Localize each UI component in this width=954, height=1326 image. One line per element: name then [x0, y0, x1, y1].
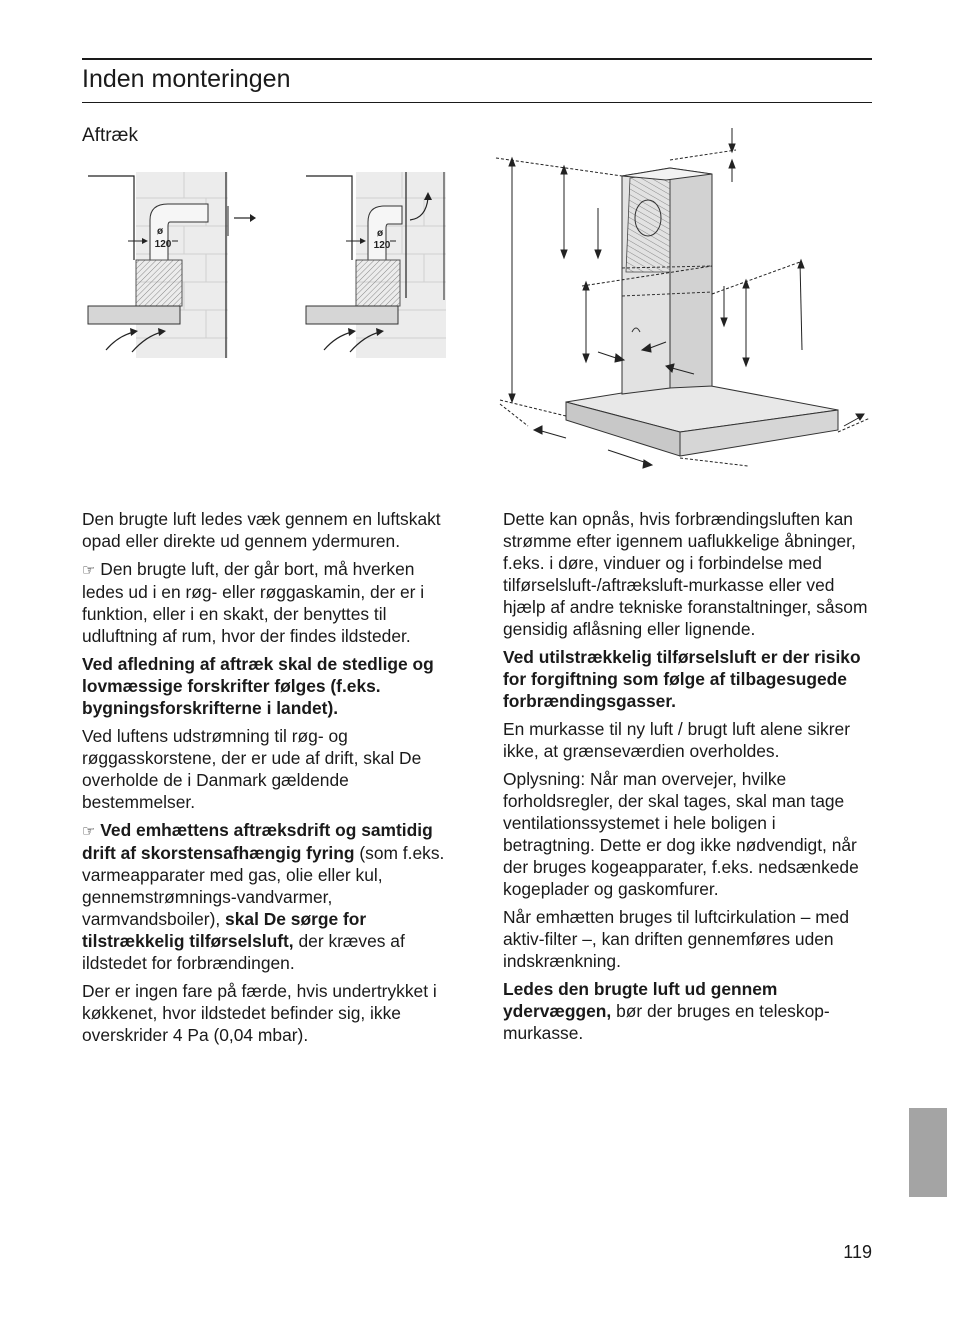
paragraph-exhaust-note: ☞ Den brugte luft, der går bort, må hverken ledes ud i en røg- eller røggaskamin, der er i funktion, eller i en skakt, der benyttes til udluftning af rum, hvor der findes ildsteder. [82, 559, 425, 646]
right-text-column [503, 508, 871, 1050]
paragraph-telescopic-wall-box: Ledes den brugte luft ud gennem ydervæggen, bør der bruges en teleskop-murkasse. [503, 979, 830, 1043]
paragraph-chimney-rules: Ved luftens udstrømning til røg- og røggasskorstene, der er ude af drift, skal De overholde de i Danmark gældende bestemmelser. [82, 726, 422, 812]
page-number: 119 [843, 1242, 872, 1262]
section-heading: Aftræk [82, 125, 138, 146]
paragraph-regulations-warning: Ved afledning af aftræk skal de stedlige og lovmæssige forskrifter følges (f.eks. bygningsforskrifterne i landet). [82, 654, 434, 718]
language-thumb-tab [909, 1108, 947, 1197]
duct-diameter-symbol: ø [156, 226, 164, 237]
duct-diameter-symbol: ø [376, 228, 384, 239]
paragraph-information: Oplysning: Når man overvejer, hvilke forholdsregler, der skal tages, skal man tage ventilationssystemet i hele boligen i betragtning. Dette er dog ikke nødvendigt, når der bruges kogeapparater, f.eks. nedsænkede kogeplader og gaskomfurer. [503, 769, 859, 899]
page-title: Inden monteringen [82, 65, 291, 93]
paragraph-simultaneous-operation-note: ☞ Ved emhættens aftræksdrift og samtidig drift af skorstensafhængig fyring (som f.eks. varmeapparater med gas, olie eller kul, gennemstrømnings-vandvarmer, varmvandsboiler), skal De sørge for tilstrækkelig tilførselsluft, der kræves af ildstedet for forbrændingen. [82, 820, 445, 973]
header-top-rule [82, 58, 872, 60]
pointing-hand-icon: ☞ [82, 561, 96, 579]
paragraph-recirculation: Når emhætten bruges til luftcirkulation – med aktiv-filter –, kan driften gennemføres uden indskrænkning. [503, 907, 850, 971]
paragraph-wall-box: En murkasse til ny luft / brugt luft alene sikrer ikke, at grænseværdien overholdes. [503, 719, 850, 761]
pointing-hand-icon: ☞ [82, 822, 96, 840]
paragraph-combustion-air: Dette kan opnås, hvis forbrændingsluften kan strømme efter igennem uaflukkelige åbninger, f.eks. i døre, vinduer og i forbindelse med tilførselsluft-/aftræksluft-murkasse eller ved hjælp af andre tekniske foranstaltninger, såsom gensidig aflåsning eller lignende. [503, 509, 868, 639]
left-text-column [82, 508, 454, 1052]
duct-diameter-label: 120 [373, 240, 391, 251]
chimney-hood-dimensions-illustration [490, 120, 875, 475]
paragraph-underpressure-limit: Der er ingen fare på færde, hvis undertrykket i køkkenet, hvor ildstedet befinder sig, ikke overskrider 4 Pa (0,04 mbar). [82, 981, 437, 1045]
exhaust-outer-wall-illustration [302, 168, 452, 363]
paragraph-poisoning-warning: Ved utilstrækkelig tilførselsluft er der risiko for forgiftning som følge af tilbagesugede forbrændingsgasser. [503, 647, 861, 711]
duct-diameter-label: 120 [154, 239, 172, 250]
exhaust-up-shaft-illustration [84, 168, 274, 363]
header-bottom-rule [82, 102, 872, 103]
paragraph-exhaust-intro: Den brugte luft ledes væk gennem en luftskakt opad eller direkte ud gennem ydermuren. [82, 509, 441, 551]
